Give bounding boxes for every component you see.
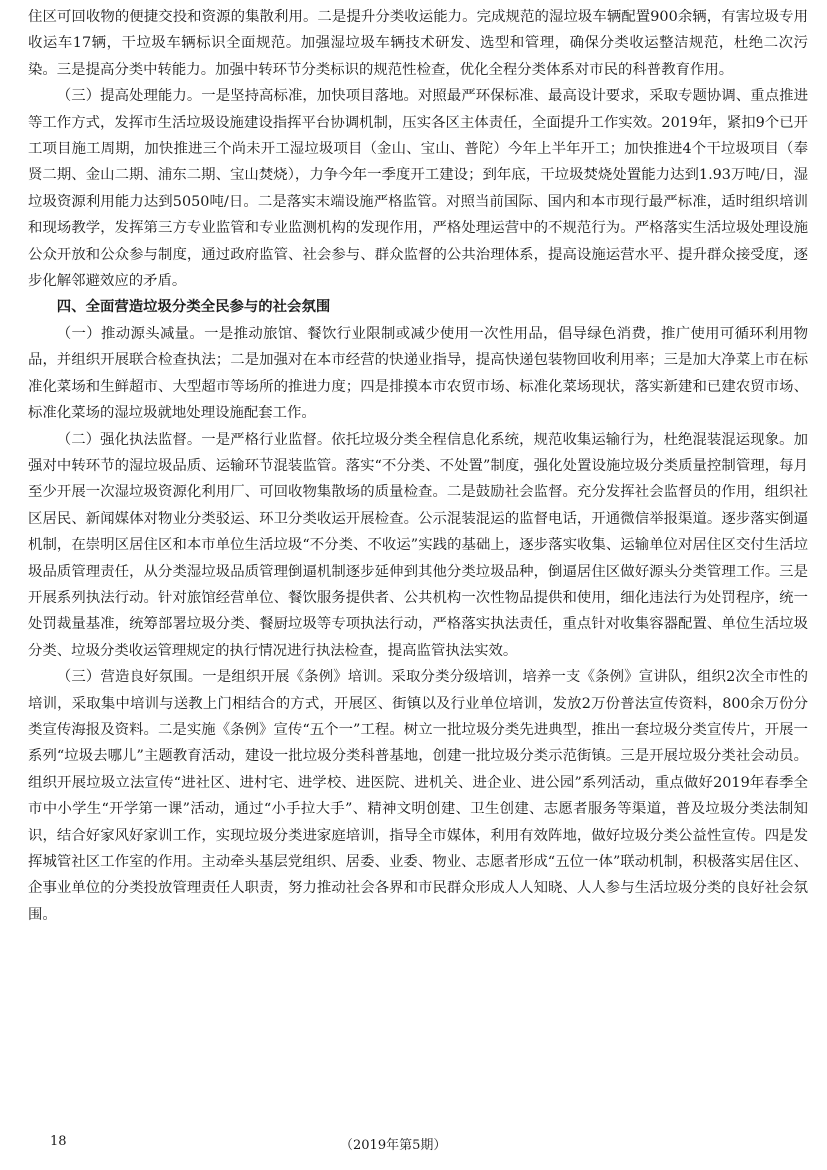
page-number: 18: [50, 1134, 67, 1149]
paragraph-law-enforcement: （二）强化执法监督。一是严格行业监督。依托垃圾分类全程信息化系统，规范收集运输行为，杜绝混装混运现象。加强对中转环节的湿垃圾品质、运输环节混装监管。落实“不分类、不处置”制度，强化处置设施垃圾分类质量控制管理，每月至少开展一次湿垃圾资源化利用厂、可回收物集散场的质量检查。二是鼓励社会监督。充分发挥社会监督员的作用，组织社区居民、新闻媒体对物业分类驳运、环卫分类收运开展检查。公示混装混运的监督电话，开通微信举报渠道。逐步落实倒逼机制，在崇明区居住区和本市单位生活垃圾“不分类、不收运”实践的基础上，逐步落实收集、运输单位对居住区交付生活垃圾品质管理责任，从分类湿垃圾品质管理倒逼机制逐步延伸到其他分类垃圾品种，倒逼居住区做好源头分类管理工作。三是开展系列执法行动。针对旅馆经营单位、餐饮服务提供者、公共机构一次性物品提供和使用，细化违法行为处罚程序，统一处罚裁量基准，统筹部署垃圾分类、餐厨垃圾等专项执法行动，严格落实执法责任，重点针对收集容器配置、单位生活垃圾分类、垃圾分类收运管理规定的执行情况进行执法检查，提高监管执法实效。: [28, 431, 808, 659]
paragraph-source-reduction: （一）推动源头减量。一是推动旅馆、餐饮行业限制或减少使用一次性用品，倡导绿色消费，推广使用可循环利用物品，并组织开展联合检查执法；二是加强对在本市经营的快递业指导，提高快递包装物回收利用率；三是加大净菜上市在标准化菜场和生鲜超市、大型超市等场所的推进力度；四是排摸本市农贸市场、标准化菜场现状，落实新建和已建农贸市场、标准化菜场的湿垃圾就地处理设施配套工作。: [28, 325, 808, 422]
section-heading-four: 四、全面营造垃圾分类全民参与的社会氛围: [56, 299, 331, 316]
page-footer: [0, 1134, 827, 1156]
paragraph-continuation: 住区可回收物的便捷交投和资源的集散利用。二是提升分类收运能力。完成规范的湿垃圾车辆配置900余辆，有害垃圾专用收运车17辆，干垃圾车辆标识全面规范。加强湿垃圾车辆技术研发、选型和管理，确保分类收运整洁规范，杜绝二次污染。三是提高分类中转能力。加强中转环节分类标识的规范性检查，优化全程分类体系对市民的科普教育作用。: [28, 9, 808, 78]
paragraph-improve-processing: （三）提高处理能力。一是坚持高标准，加快项目落地。对照最严环保标准、最高设计要求，采取专题协调、重点推进等工作方式，发挥市生活垃圾设施建设指挥平台协调机制，压实各区主体责任，全面提升工作实效。2019年，紧扣9个已开工项目施工周期，加快推进三个尚未开工湿垃圾项目（金山、宝山、普陀）今年上半年开工；加快推进4个干垃圾项目（奉贤二期、金山二期、浦东二期、宝山焚烧），力争今年一季度开工建设；到年底，干垃圾焚烧处置能力达到1.93万吨/日，湿垃圾资源利用能力达到5050吨/日。二是落实末端设施严格监管。对照当前国际、国内和本市现行最严标准，适时组织培训和现场教学，发挥第三方专业监管和专业监测机构的发现作用，严格处理运营中的不规范行为。严格落实生活垃圾处理设施公众开放和公众参与制度，通过政府监管、社会参与、群众监督的公共治理体系，提高设施运营水平、提升群众接受度，逐步化解邻避效应的矛盾。: [28, 88, 808, 290]
document-body: [28, 4, 808, 928]
paragraph-atmosphere: （三）营造良好氛围。一是组织开展《条例》培训。采取分类分级培训，培养一支《条例》宣讲队，组织2次全市性的培训，采取集中培训与送教上门相结合的方式，开展区、街镇以及行业单位培训，发放2万份普法宣传资料，800余万份分类宣传海报及资料。二是实施《条例》宣传“五个一”工程。树立一批垃圾分类先进典型，推出一套垃圾分类宣传片，开展一系列“垃圾去哪儿”主题教育活动，建设一批垃圾分类科普基地，创建一批垃圾分类示范街镇。三是开展垃圾分类社会动员。组织开展垃圾立法宣传“进社区、进村宅、进学校、进医院、进机关、进企业、进公园”系列活动，重点做好2019年春季全市中小学生“开学第一课”活动，通过“小手拉大手”、精神文明创建、卫生创建、志愿者服务等渠道，普及垃圾分类法制知识，结合好家风好家训工作，实现垃圾分类进家庭培训，指导全市媒体，利用有效阵地，做好垃圾分类公益性宣传。四是发挥城管社区工作室的作用。主动牵头基层党组织、居委、业委、物业、志愿者形成“五位一体”联动机制，积极落实居住区、企事业单位的分类投放管理责任人职责，努力推动社会各界和市民群众形成人人知晓、人人参与生活垃圾分类的良好社会氛围。: [28, 669, 808, 923]
issue-info: （2019年第5期）: [340, 1138, 447, 1153]
